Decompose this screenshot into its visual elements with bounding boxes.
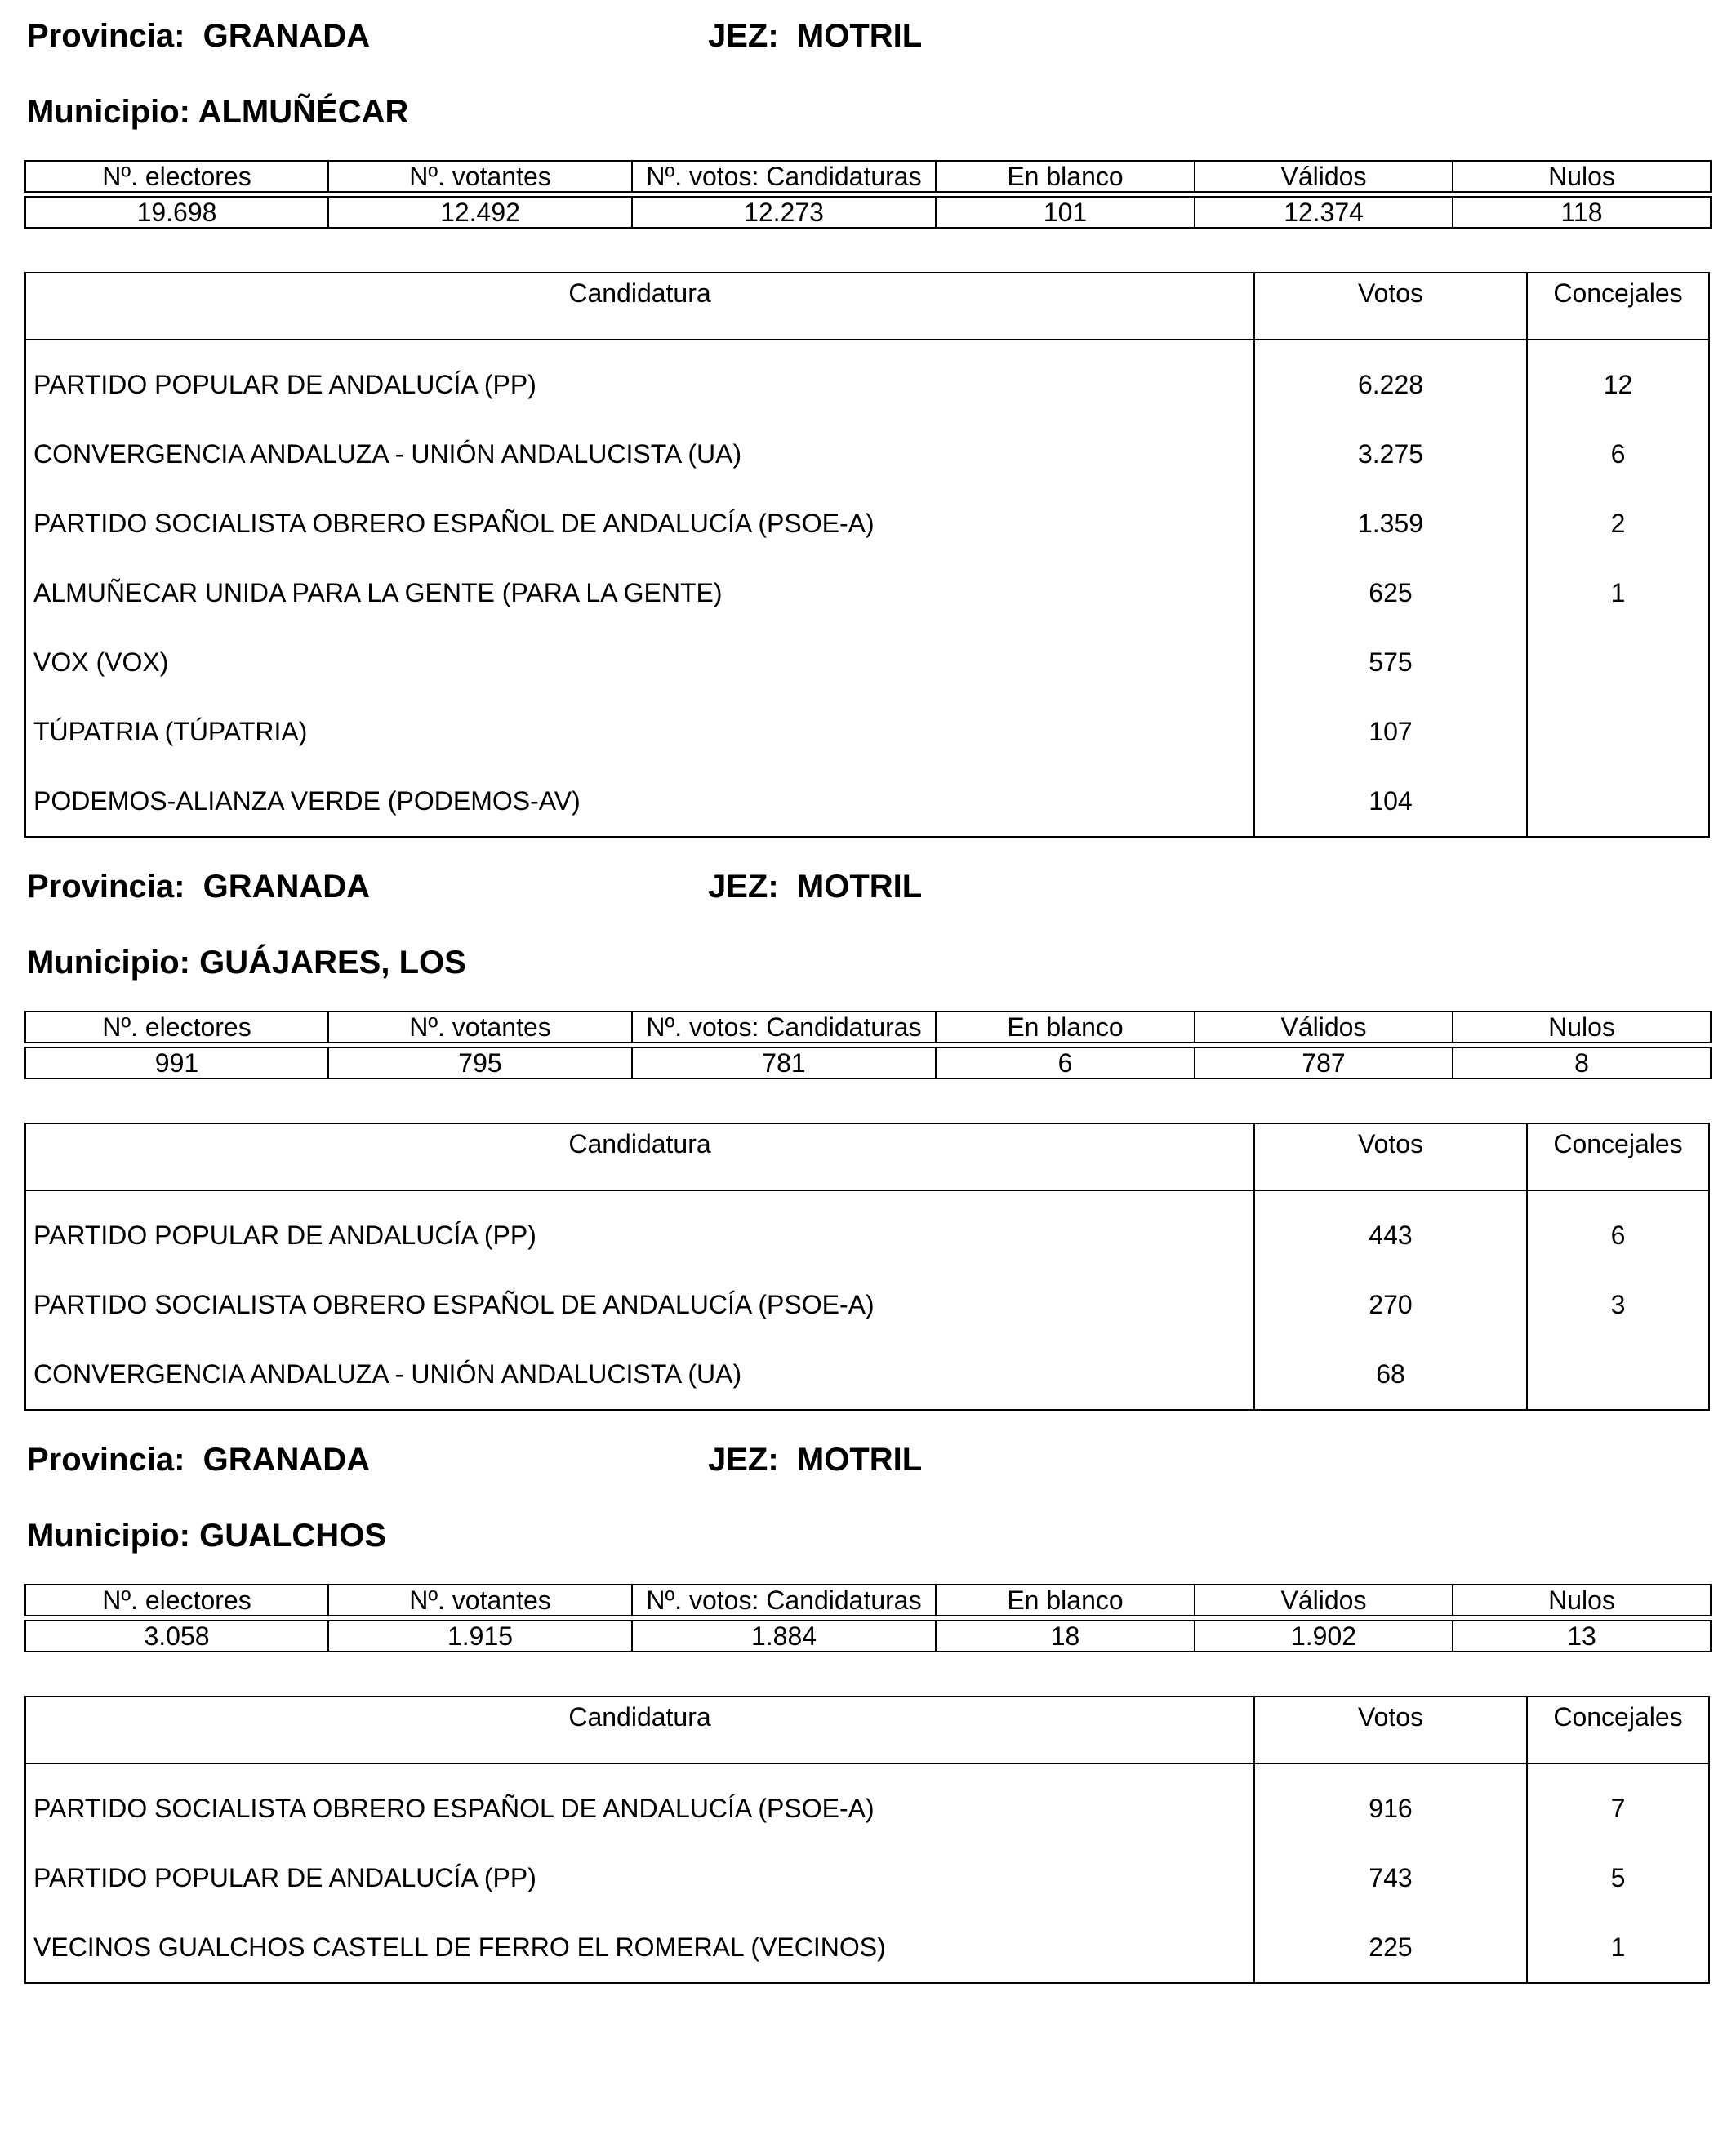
candidatura-name: PARTIDO POPULAR DE ANDALUCÍA (PP) [26, 1843, 1255, 1913]
candidatura-concejales: 3 [1610, 1290, 1626, 1319]
stats-header-cell: Nulos [1453, 161, 1711, 192]
stats-value-cell: 991 [25, 1047, 328, 1078]
provincia-label: Provincia: [27, 18, 185, 54]
jez-label: JEZ: [708, 1442, 779, 1478]
candidaturas-header-row [26, 273, 1708, 340]
pad-cell [26, 340, 1255, 350]
pad-cell [26, 1191, 1255, 1201]
stats-value-cell: 118 [1453, 197, 1711, 228]
candidatura-concejales: 7 [1610, 1794, 1626, 1823]
jez-line [708, 867, 922, 906]
stats-value-cell: 13 [1453, 1621, 1711, 1652]
municipio-value: GUALCHOS [199, 1518, 386, 1554]
candidatura-name: CONVERGENCIA ANDALUZA - UNIÓN ANDALUCISTA (UA) [26, 420, 1255, 489]
stats-header-cell: Válidos [1195, 1012, 1453, 1043]
candidatura-name: PARTIDO SOCIALISTA OBRERO ESPAÑOL DE ANDALUCÍA (PSOE-A) [26, 1270, 1255, 1340]
jez-line [708, 16, 922, 56]
provincia-value: GRANADA [203, 869, 371, 905]
candidatura-votos: 225 [1255, 1913, 1528, 1982]
jez-label: JEZ: [708, 18, 779, 54]
jez-value: MOTRIL [796, 18, 923, 54]
candidatura-name: PARTIDO SOCIALISTA OBRERO ESPAÑOL DE ANDALUCÍA (PSOE-A) [26, 489, 1255, 558]
stats-value-cell: 12.492 [328, 197, 632, 228]
stats-value-cell: 12.374 [1195, 197, 1453, 228]
stats-table [24, 1584, 1712, 1652]
stats-header-cell: En blanco [936, 161, 1195, 192]
stats-value-row [25, 1621, 1711, 1652]
candidatura-name: CONVERGENCIA ANDALUZA - UNIÓN ANDALUCISTA (UA) [26, 1340, 1255, 1409]
pad-cell [1255, 340, 1528, 350]
candidatura-header: Candidatura [26, 273, 1255, 339]
stats-header-row [25, 161, 1711, 192]
votos-header: Votos [1255, 273, 1528, 339]
stats-table [24, 160, 1712, 229]
jez-line [708, 1440, 922, 1479]
candidatura-row [26, 489, 1708, 558]
candidaturas-table [24, 272, 1710, 838]
stats-header-row [25, 1585, 1711, 1616]
stats-header-cell: Nulos [1453, 1585, 1711, 1616]
pad-cell [26, 1764, 1255, 1774]
stats-header-cell: Nº. electores [25, 161, 328, 192]
concejales-header: Concejales [1553, 1129, 1683, 1158]
candidatura-row [26, 628, 1708, 697]
stats-value-cell: 795 [328, 1047, 632, 1078]
stats-value-cell: 1.902 [1195, 1621, 1453, 1652]
candidaturas-top-padding [26, 1191, 1708, 1201]
candidatura-name: PARTIDO SOCIALISTA OBRERO ESPAÑOL DE ANDALUCÍA (PSOE-A) [26, 1774, 1255, 1843]
stats-value-cell: 18 [936, 1621, 1195, 1652]
stats-header-cell: Nº. electores [25, 1012, 328, 1043]
candidatura-votos: 104 [1255, 767, 1528, 836]
votos-header: Votos [1255, 1124, 1528, 1190]
stats-header-cell: Válidos [1195, 1585, 1453, 1616]
candidatura-votos: 68 [1255, 1340, 1528, 1409]
candidatura-concejales [1528, 767, 1708, 836]
candidatura-votos: 443 [1255, 1201, 1528, 1270]
jez-value: MOTRIL [796, 1442, 923, 1478]
candidatura-name: VECINOS GUALCHOS CASTELL DE FERRO EL ROMERAL (VECINOS) [26, 1913, 1255, 1982]
candidatura-name: VOX (VOX) [26, 628, 1255, 697]
jez-label: JEZ: [708, 869, 779, 905]
provincia-value: GRANADA [203, 1442, 371, 1478]
candidatura-votos: 743 [1255, 1843, 1528, 1913]
candidatura-votos: 107 [1255, 697, 1528, 767]
candidatura-name: ALMUÑECAR UNIDA PARA LA GENTE (PARA LA GENTE) [26, 558, 1255, 628]
candidaturas-table [24, 1696, 1710, 1984]
candidatura-row [26, 1843, 1708, 1913]
candidatura-concejales: 12 [1603, 370, 1633, 399]
stats-header-cell: Válidos [1195, 161, 1453, 192]
candidaturas-header-row [26, 1697, 1708, 1764]
municipio-line [27, 92, 408, 131]
candidatura-concejales: 2 [1610, 509, 1626, 538]
stats-value-cell: 1.884 [632, 1621, 936, 1652]
candidatura-concejales: 1 [1610, 578, 1626, 607]
stats-value-cell: 3.058 [25, 1621, 328, 1652]
stats-value-cell: 787 [1195, 1047, 1453, 1078]
candidatura-row [26, 558, 1708, 628]
municipio-value: ALMUÑÉCAR [198, 94, 409, 130]
candidatura-row [26, 767, 1708, 836]
provincia-label: Provincia: [27, 1442, 185, 1478]
candidaturas-top-padding [26, 1764, 1708, 1774]
stats-header-cell: Nº. votos: Candidaturas [632, 161, 936, 192]
candidatura-header: Candidatura [26, 1124, 1255, 1190]
candidatura-concejales: 6 [1610, 439, 1626, 469]
pad-cell [1528, 1764, 1708, 1774]
candidaturas-header-row [26, 1124, 1708, 1191]
candidatura-votos: 270 [1255, 1270, 1528, 1340]
stats-value-cell: 12.273 [632, 197, 936, 228]
candidatura-votos: 1.359 [1255, 489, 1528, 558]
candidatura-row [26, 1201, 1708, 1270]
stats-header-cell: Nº. votantes [328, 1012, 632, 1043]
candidatura-votos: 625 [1255, 558, 1528, 628]
candidatura-name: PARTIDO POPULAR DE ANDALUCÍA (PP) [26, 350, 1255, 420]
candidatura-row [26, 1774, 1708, 1843]
pad-cell [1255, 1191, 1528, 1201]
jez-value: MOTRIL [796, 869, 923, 905]
stats-header-cell: Nº. electores [25, 1585, 328, 1616]
candidaturas-top-padding [26, 340, 1708, 350]
candidatura-concejales: 1 [1610, 1932, 1626, 1962]
stats-header-row [25, 1012, 1711, 1043]
stats-value-cell: 781 [632, 1047, 936, 1078]
candidatura-header: Candidatura [26, 1697, 1255, 1763]
municipio-line [27, 1516, 386, 1555]
stats-header-cell: En blanco [936, 1585, 1195, 1616]
stats-header-cell: Nº. votantes [328, 161, 632, 192]
provincia-line [27, 867, 370, 906]
stats-value-cell: 8 [1453, 1047, 1711, 1078]
candidatura-concejales [1528, 697, 1708, 767]
candidatura-concejales: 6 [1610, 1221, 1626, 1250]
candidatura-row [26, 1270, 1708, 1340]
municipio-label: Municipio: [27, 94, 190, 130]
stats-value-cell: 6 [936, 1047, 1195, 1078]
candidatura-concejales: 5 [1610, 1863, 1626, 1892]
candidatura-votos: 6.228 [1255, 350, 1528, 420]
candidatura-concejales [1528, 628, 1708, 697]
candidatura-name: PARTIDO POPULAR DE ANDALUCÍA (PP) [26, 1201, 1255, 1270]
concejales-header: Concejales [1553, 278, 1683, 308]
stats-value-cell: 19.698 [25, 197, 328, 228]
pad-cell [1255, 1764, 1528, 1774]
provincia-line [27, 1440, 370, 1479]
stats-value-row [25, 1047, 1711, 1078]
stats-header-cell: Nulos [1453, 1012, 1711, 1043]
pad-cell [1528, 1191, 1708, 1201]
candidatura-votos: 575 [1255, 628, 1528, 697]
votos-header: Votos [1255, 1697, 1528, 1763]
candidatura-votos: 3.275 [1255, 420, 1528, 489]
stats-value-cell: 101 [936, 197, 1195, 228]
candidatura-votos: 916 [1255, 1774, 1528, 1843]
candidatura-row [26, 1340, 1708, 1409]
stats-header-cell: Nº. votantes [328, 1585, 632, 1616]
provincia-label: Provincia: [27, 869, 185, 905]
pad-cell [1528, 340, 1708, 350]
municipio-value: GUÁJARES, LOS [199, 945, 466, 981]
provincia-line [27, 16, 370, 56]
concejales-header: Concejales [1553, 1702, 1683, 1732]
municipio-label: Municipio: [27, 1518, 190, 1554]
stats-value-row [25, 197, 1711, 228]
stats-value-cell: 1.915 [328, 1621, 632, 1652]
stats-header-cell: En blanco [936, 1012, 1195, 1043]
stats-table [24, 1011, 1712, 1079]
candidatura-row [26, 1913, 1708, 1982]
candidatura-name: TÚPATRIA (TÚPATRIA) [26, 697, 1255, 767]
candidatura-concejales [1528, 1340, 1708, 1409]
candidatura-row [26, 420, 1708, 489]
municipio-line [27, 943, 466, 982]
candidaturas-table [24, 1123, 1710, 1411]
candidatura-name: PODEMOS-ALIANZA VERDE (PODEMOS-AV) [26, 767, 1255, 836]
provincia-value: GRANADA [203, 18, 371, 54]
candidatura-row [26, 697, 1708, 767]
stats-header-cell: Nº. votos: Candidaturas [632, 1585, 936, 1616]
stats-header-cell: Nº. votos: Candidaturas [632, 1012, 936, 1043]
candidatura-row [26, 350, 1708, 420]
municipio-label: Municipio: [27, 945, 190, 981]
